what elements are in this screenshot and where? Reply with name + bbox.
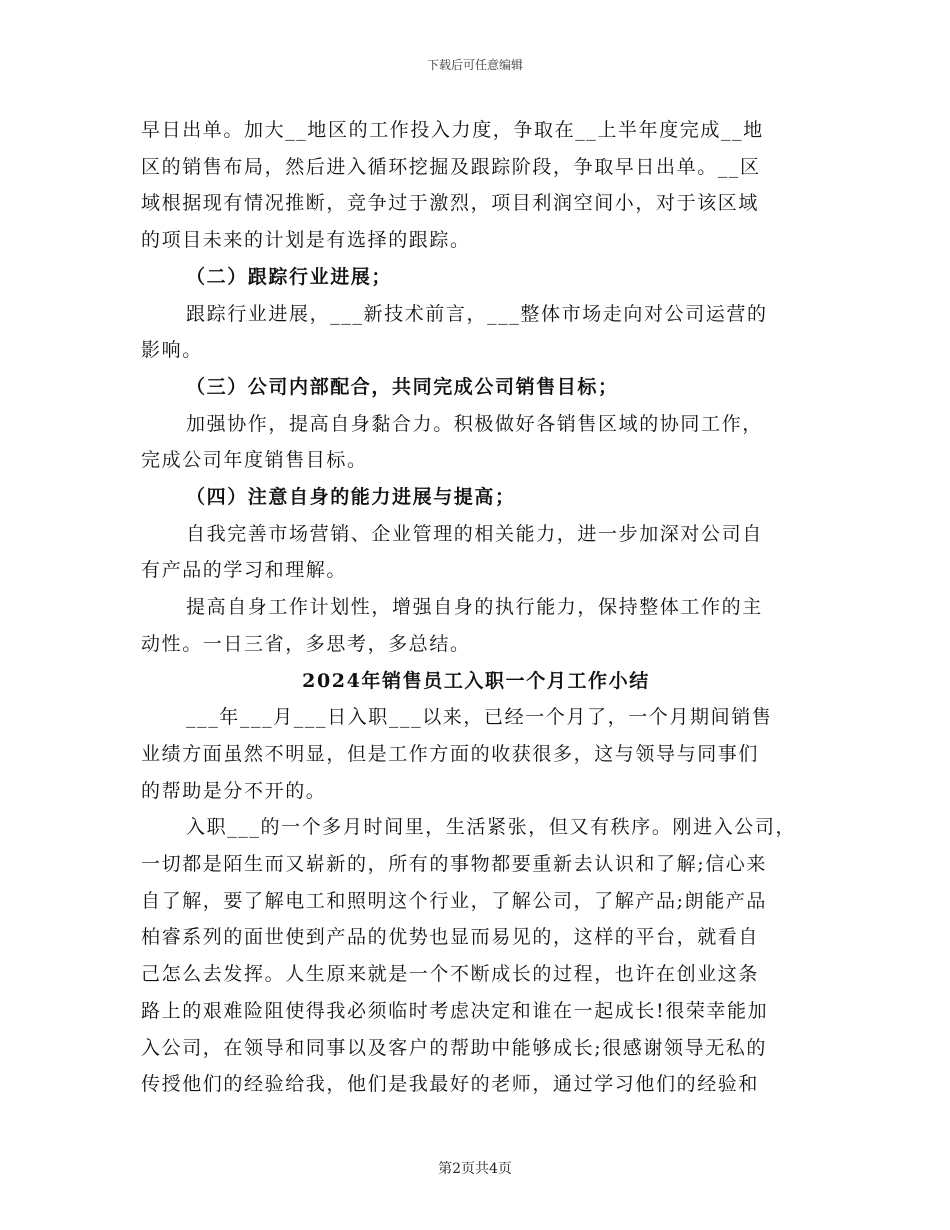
text-line: 自我完善市场营销、企业管理的相关能力，进一步加深对公司自 bbox=[186, 522, 763, 545]
text-line: 早日出单。加大__地区的工作投入力度，争取在__上半年度完成__地 bbox=[141, 119, 764, 141]
text-line: 的帮助是分不开的。 bbox=[141, 779, 327, 802]
paragraph-6 bbox=[141, 699, 811, 809]
text-line: 自了解，要了解电工和照明这个行业，了解公司，了解产品;朗能产品 bbox=[141, 889, 768, 912]
page-header: 下载后可任意编辑 bbox=[426, 58, 523, 72]
text-line: 完成公司年度销售目标。 bbox=[141, 449, 368, 472]
text-line: 的项目未来的计划是有选择的跟踪。 bbox=[141, 229, 471, 252]
text-line: 柏睿系列的面世使到产品的优势也显而易见的，这样的平台，就看自 bbox=[141, 926, 760, 949]
text-line: 传授他们的经验给我，他们是我最好的老师，通过学习他们的经验和 bbox=[141, 1073, 760, 1096]
text-line: 己怎么去发挥。人生原来就是一个不断成长的过程，也许在创业这条 bbox=[141, 963, 760, 986]
text-line: 入公司，在领导和同事以及客户的帮助中能够成长;很感谢领导无私的 bbox=[141, 1036, 768, 1059]
text-line: 业绩方面虽然不明显，但是工作方面的收获很多，这与领导与同事们 bbox=[141, 742, 760, 765]
paragraph-2 bbox=[141, 296, 811, 369]
section-heading-4: （四）注意自身的能力进展与提高； bbox=[186, 486, 516, 509]
text-line: 路上的艰难险阻使得我必须临时考虑决定和谁在一起成长!很荣幸能加 bbox=[141, 999, 769, 1022]
paragraph-1 bbox=[141, 112, 811, 259]
text-line: 提高自身工作计划性，增强自身的执行能力，保持整体工作的主 bbox=[186, 596, 763, 619]
section-heading-3: （三）公司内部配合，共同完成公司销售目标； bbox=[186, 375, 619, 398]
text-line: 有产品的学习和理解。 bbox=[141, 559, 348, 582]
text-line: 区的销售布局，然后进入循环挖掘及跟踪阶段，争取早日出单。__区 bbox=[141, 155, 761, 178]
text-line: 动性。一日三省，多思考，多总结。 bbox=[141, 632, 471, 655]
text-line: 加强协作，提高自身黏合力。积极做好各销售区域的协同工作， bbox=[186, 412, 763, 435]
paragraph-7 bbox=[141, 809, 811, 1103]
text-line: 一切都是陌生而又崭新的，所有的事物都要重新去认识和了解;信心来 bbox=[141, 853, 768, 876]
paragraph-5 bbox=[141, 589, 811, 662]
section-heading-2: （二）跟踪行业进展； bbox=[186, 265, 393, 288]
text-line: 入职___的一个多月时间里，生活紧张，但又有秩序。刚进入公司， bbox=[186, 816, 797, 839]
text-line: 影响。 bbox=[141, 339, 203, 362]
article-title: 2024年销售员工入职一个月工作小结 bbox=[302, 669, 650, 692]
document-body bbox=[141, 112, 811, 1103]
paragraph-3 bbox=[141, 406, 811, 479]
text-line: ___年___月___日入职___以来，已经一个月了，一个月期间销售 bbox=[186, 706, 773, 729]
text-line: 跟踪行业进展，___新技术前言，___整体市场走向对公司运营的 bbox=[186, 302, 768, 325]
paragraph-4 bbox=[141, 516, 811, 589]
page-footer: 第2页共4页 bbox=[438, 1161, 512, 1177]
text-line: 域根据现有情况推断，竞争过于激烈，项目利润空间小，对于该区域 bbox=[141, 192, 760, 215]
